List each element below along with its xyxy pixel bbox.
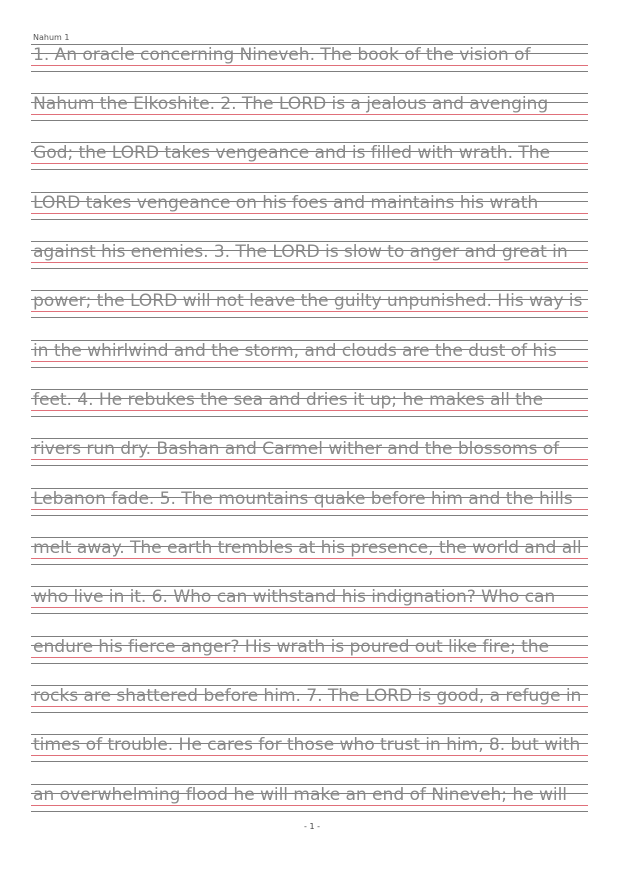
line-text: against his enemies. 3. The LORD is slow to anger and great in [33, 242, 568, 262]
line-text: in the whirlwind and the storm, and clouds are the dust of his [33, 341, 557, 361]
line-text: melt away. The earth trembles at his presence, the world and all [33, 538, 582, 558]
practice-line-4 [31, 192, 588, 228]
practice-line-15 [31, 734, 588, 770]
line-text: endure his fierce anger? His wrath is poured out like fire; the [33, 637, 550, 657]
practice-line-9 [31, 438, 588, 474]
page-header: Nahum 1 [33, 33, 70, 42]
line-text: an overwhelming flood he will make an end of Nineveh; he will [33, 785, 567, 805]
line-text: who live in it. 6. Who can withstand his indignation? Who can [33, 587, 556, 607]
practice-line-11 [31, 537, 588, 573]
practice-line-8 [31, 389, 588, 425]
practice-line-16 [31, 784, 588, 820]
practice-line-14 [31, 685, 588, 721]
practice-line-7 [31, 340, 588, 376]
line-text: Nahum the Elkoshite. 2. The LORD is a jealous and avenging [33, 94, 549, 114]
practice-line-1 [31, 44, 588, 80]
line-text: rocks are shattered before him. 7. The LORD is good, a refuge in [33, 686, 582, 706]
line-text: 1. An oracle concerning Nineveh. The book of the vision of [33, 45, 531, 65]
line-text: rivers run dry. Bashan and Carmel wither and the blossoms of [33, 439, 560, 459]
handwriting-practice-lines [31, 0, 588, 883]
practice-line-13 [31, 636, 588, 672]
practice-line-12 [31, 586, 588, 622]
practice-line-5 [31, 241, 588, 277]
line-text: power; the LORD will not leave the guilty unpunished. His way is [33, 291, 583, 311]
line-text: God; the LORD takes vengeance and is filled with wrath. The [33, 143, 550, 163]
line-text: Lebanon fade. 5. The mountains quake before him and the hills [33, 489, 573, 509]
practice-line-2 [31, 93, 588, 129]
practice-line-3 [31, 142, 588, 178]
practice-line-6 [31, 290, 588, 326]
line-text: LORD takes vengeance on his foes and maintains his wrath [33, 193, 539, 213]
line-text: feet. 4. He rebukes the sea and dries it up; he makes all the [33, 390, 544, 410]
line-text: times of trouble. He cares for those who trust in him, 8. but with [33, 735, 581, 755]
page-number: - 1 - [304, 822, 320, 831]
practice-line-10 [31, 488, 588, 524]
